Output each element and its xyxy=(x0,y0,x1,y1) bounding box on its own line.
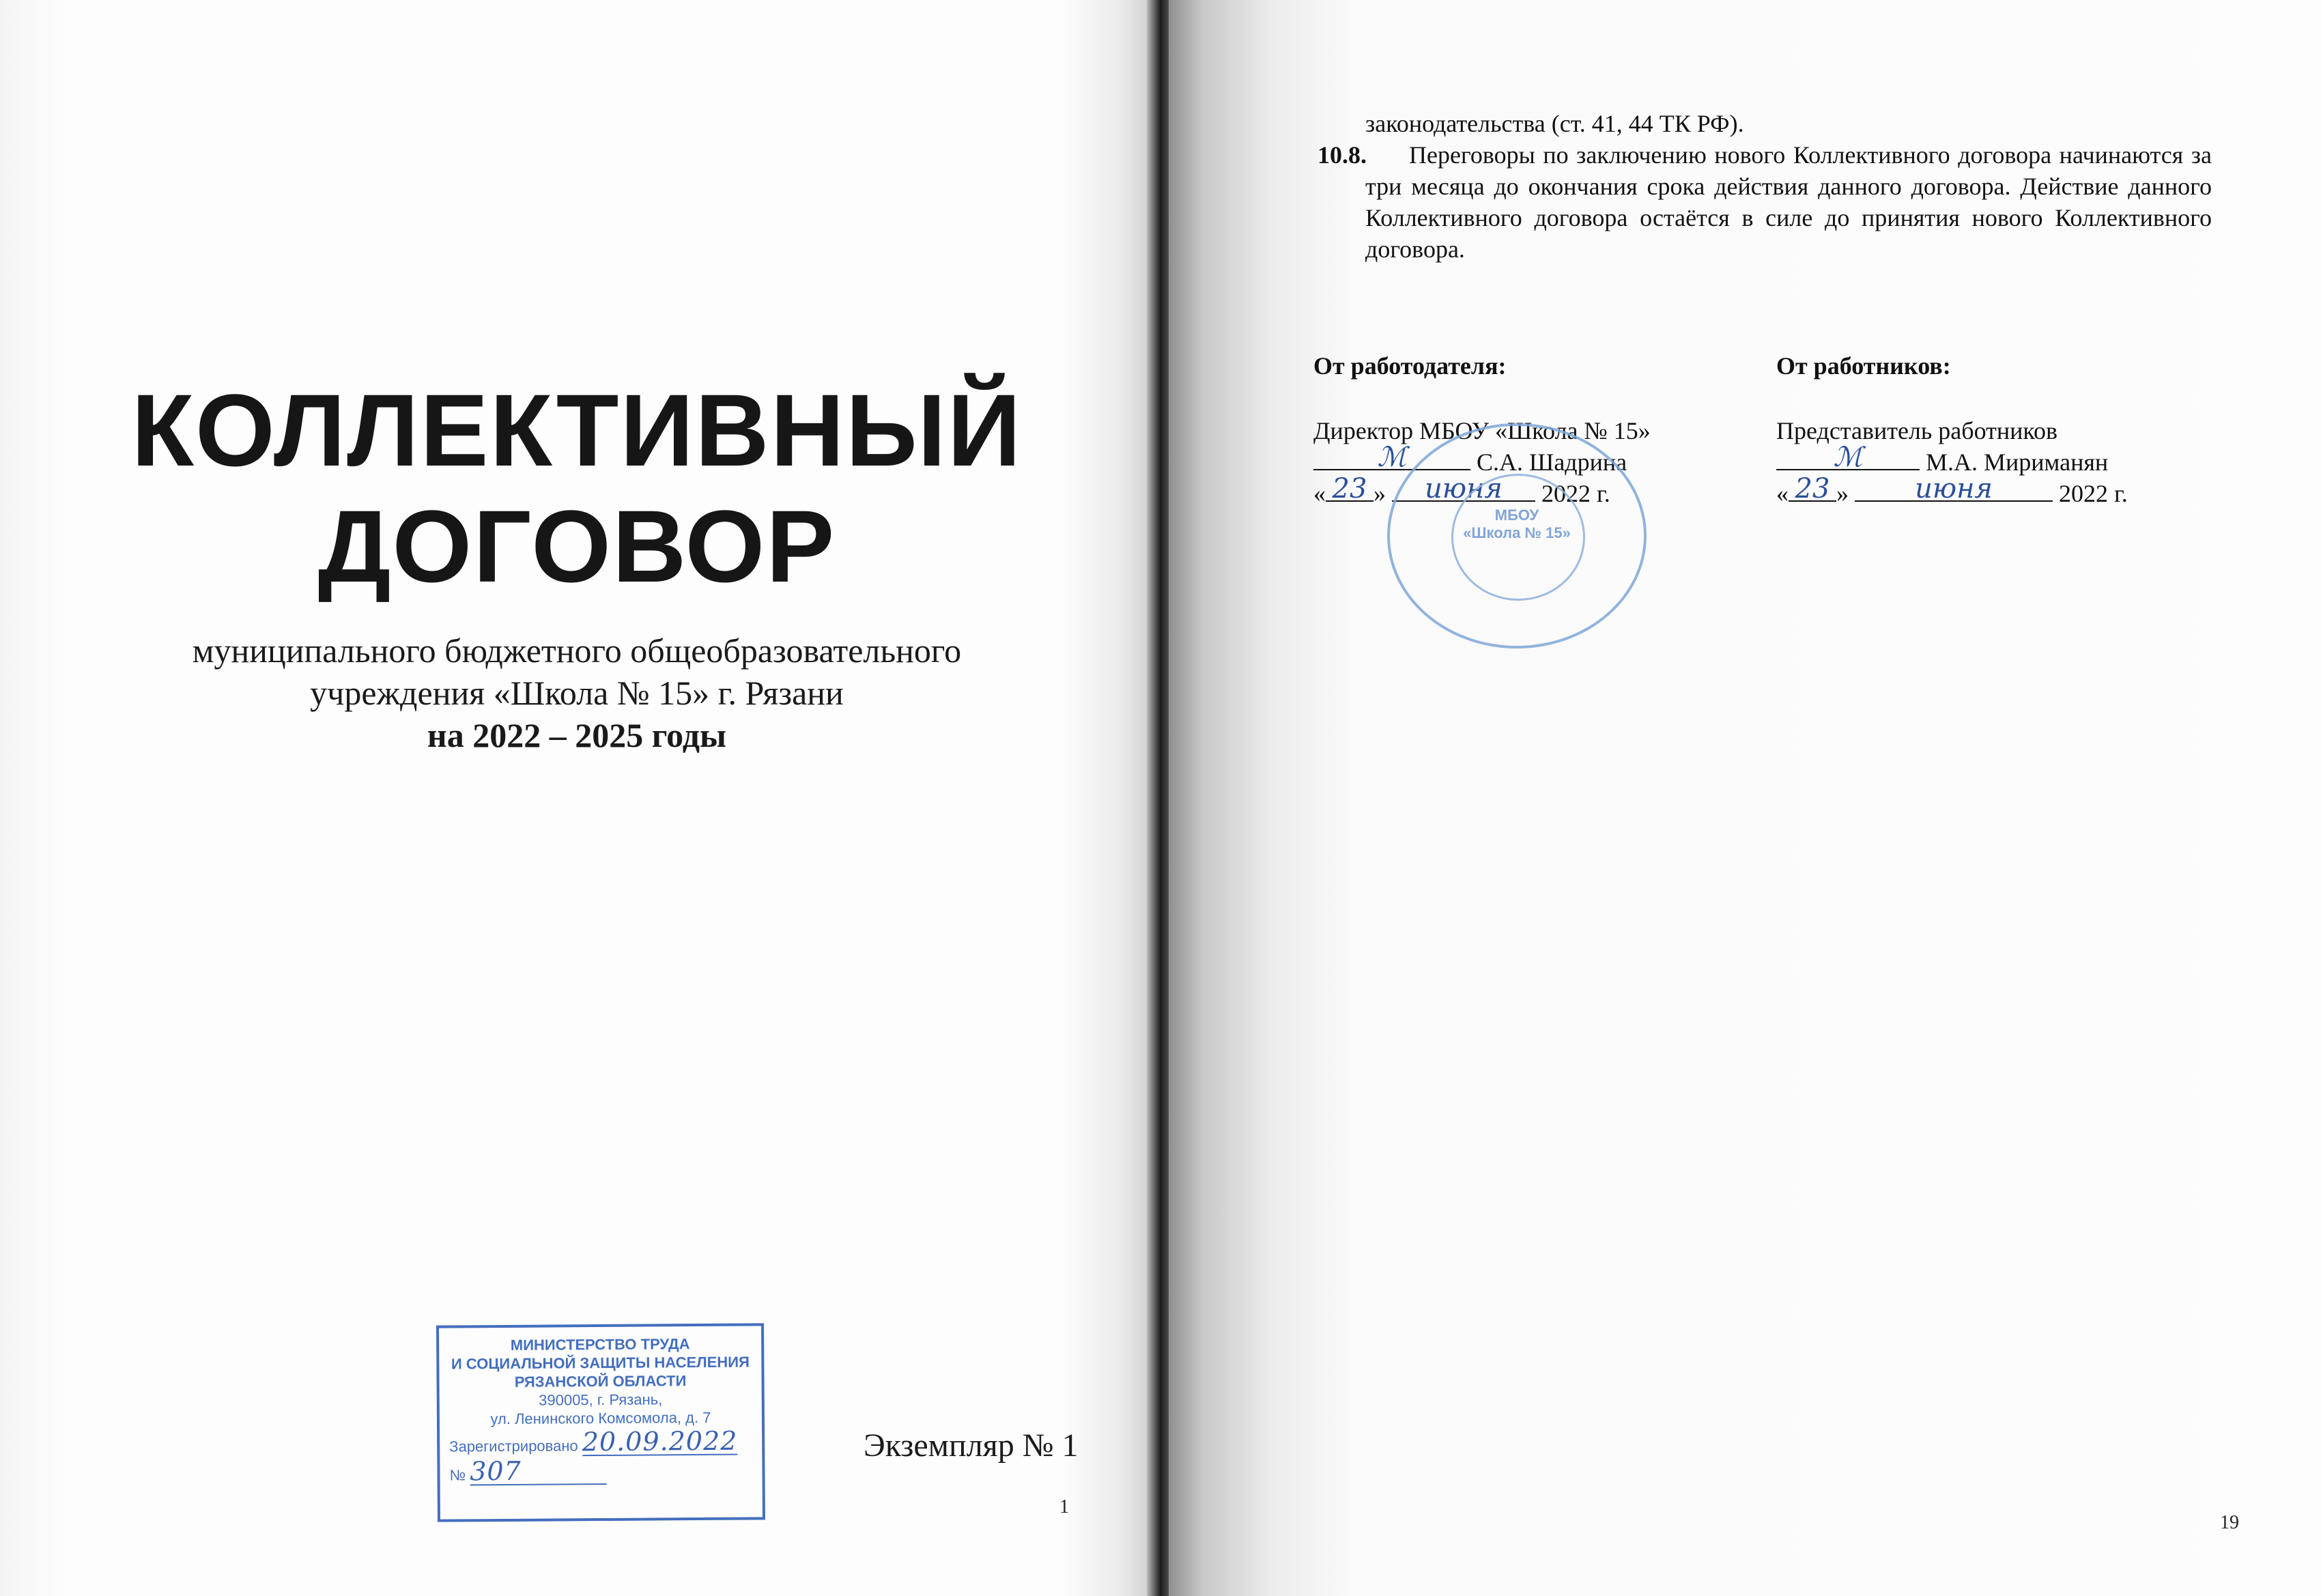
workers-date-month: июня xyxy=(1915,473,1993,504)
stamp-number-row xyxy=(440,1455,762,1487)
employer-role: Директор МБОУ «Школа № 15» xyxy=(1313,417,1651,444)
workers-role: Представитель работников xyxy=(1776,417,2058,444)
workers-date-mid: » xyxy=(1836,480,1849,507)
workers-name: М.А. Мириманян xyxy=(1926,448,2109,476)
employer-date-open: « xyxy=(1313,480,1326,507)
clause-number: 10.8. xyxy=(1318,141,1367,169)
subtitle-line2: учреждения «Школа № 15» г. Рязани xyxy=(310,674,844,712)
seal-text-line1: МБОУ xyxy=(1494,507,1539,524)
stamp-number-value: 307 xyxy=(470,1455,522,1487)
registration-stamp xyxy=(436,1323,765,1522)
stamp-number-label: № xyxy=(449,1466,466,1484)
seal-text xyxy=(1390,507,1644,542)
seal-text-line2: «Школа № 15» xyxy=(1463,524,1571,541)
stamp-line4: 390005, г. Рязань, xyxy=(539,1391,663,1409)
clause-text: Переговоры по заключению нового Коллективного договора начинаются за три месяца до окончания срока действия данного договора. Действие данного Коллективного договора остаётся в силе до принятия нового Коллективного договора. xyxy=(1365,141,2212,263)
employer-date-month: июня xyxy=(1425,473,1503,504)
employer-signature: ℳ xyxy=(1377,442,1407,473)
employer-date-day: 23 xyxy=(1332,473,1367,504)
stamp-line1: МИНИСТЕРСТВО ТРУДА xyxy=(510,1335,690,1354)
employer-date-year: 2022 г. xyxy=(1541,480,1610,507)
employer-date-mid: » xyxy=(1373,480,1386,507)
subtitle-years: на 2022 – 2025 годы xyxy=(427,716,727,754)
page-number-left: 1 xyxy=(1059,1496,1069,1517)
employer-name: С.А. Шадрина xyxy=(1477,448,1627,476)
organization-seal xyxy=(1387,423,1647,649)
right-page xyxy=(1169,0,2321,1596)
paragraph-continuation: законодательства (ст. 41, 44 ТК РФ). xyxy=(1365,110,1744,137)
stamp-registered-date: 20.09.2022 xyxy=(582,1425,738,1457)
stamp-line2: И СОЦИАЛЬНОЙ ЗАЩИТЫ НАСЕЛЕНИЯ xyxy=(451,1353,750,1373)
stamp-registered-row xyxy=(440,1425,762,1457)
copy-number: Экземпляр № 1 xyxy=(864,1427,1079,1464)
employer-heading: От работодателя: xyxy=(1313,352,1507,380)
left-page xyxy=(0,0,1154,1596)
page-number-right: 19 xyxy=(2220,1512,2239,1533)
workers-heading: От работников: xyxy=(1776,352,1951,380)
stamp-line3: РЯЗАНСКОЙ ОБЛАСТИ xyxy=(514,1372,687,1391)
document-title-line1: КОЛЛЕКТИВНЫЙ xyxy=(131,373,1023,487)
stamp-line5: ул. Ленинского Комсомола, д. 7 xyxy=(490,1408,711,1428)
workers-date-day: 23 xyxy=(1795,473,1830,504)
subtitle-line1: муниципального бюджетного общеобразовательного xyxy=(192,631,962,670)
workers-date-row xyxy=(1776,473,2128,509)
workers-signature: ℳ xyxy=(1833,442,1863,473)
stamp-registered-label: Зарегистрировано xyxy=(449,1437,578,1455)
workers-date-year: 2022 г. xyxy=(2059,480,2128,507)
document-title-line2: ДОГОВОР xyxy=(317,489,836,603)
workers-date-open: « xyxy=(1776,480,1789,507)
